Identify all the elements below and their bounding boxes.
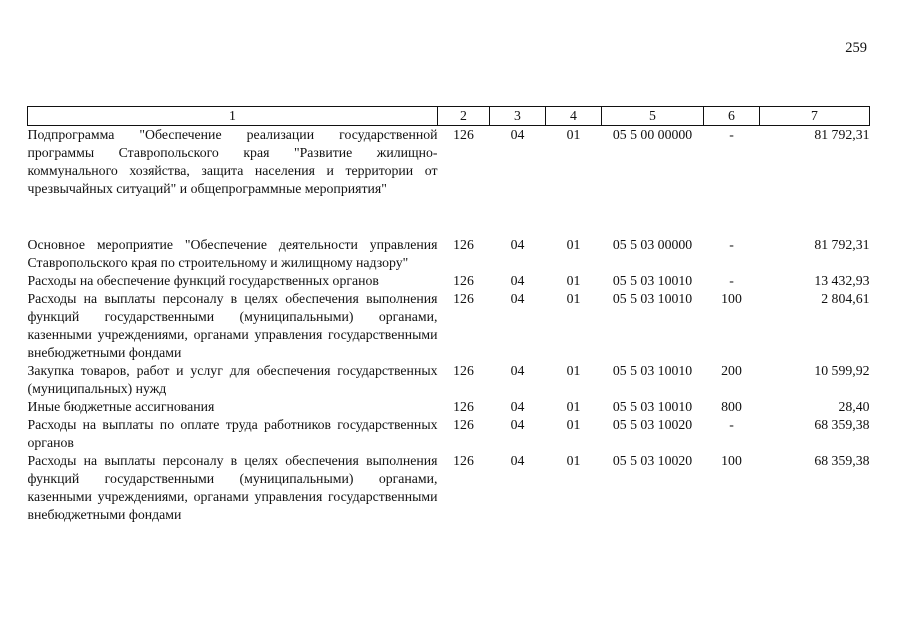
expense-name: Расходы на выплаты персоналу в целях обеспечения выполнения функций государственными (муниципальными) органами, казенными учреждениями, органами управления государственными внебюджетными фондами (27, 453, 438, 522)
amount: 68 359,38 (814, 453, 870, 468)
column-header: 2 (438, 107, 490, 126)
section-code: 04 (510, 127, 525, 142)
budget-table (27, 106, 870, 524)
amount: 2 804,61 (821, 291, 870, 306)
expense-name: Расходы на выплаты по оплате труда работников государственных органов (27, 417, 438, 450)
expense-name: Подпрограмма "Обеспечение реализации государственной программы Ставропольского края "Развитие жилищно-коммунального хозяйства, защита населения и территории от чрезвычайных ситуаций" и общепрограммные мероприятия" (27, 127, 438, 196)
target-article-code: 05 5 00 00000 (612, 127, 693, 142)
table-row (28, 416, 870, 452)
ministry-code: 126 (453, 453, 474, 468)
target-article-code: 05 5 03 10020 (612, 417, 693, 432)
table-row (28, 398, 870, 416)
expense-type-code: 800 (721, 399, 742, 414)
amount: 81 792,31 (814, 237, 870, 252)
expense-name: Расходы на обеспечение функций государственных органов (27, 273, 379, 288)
expense-type-code: 100 (721, 453, 742, 468)
expense-type-code: - (729, 237, 734, 252)
column-header: 6 (704, 107, 760, 126)
amount: 28,40 (838, 399, 870, 414)
subsection-code: 01 (566, 273, 581, 288)
ministry-code: 126 (453, 363, 474, 378)
section-code: 04 (510, 417, 525, 432)
table-row (28, 452, 870, 524)
expense-type-code: 200 (721, 363, 742, 378)
expense-type-code: 100 (721, 291, 742, 306)
subsection-code: 01 (566, 237, 581, 252)
target-article-code: 05 5 03 10020 (612, 453, 693, 468)
section-code: 04 (510, 363, 525, 378)
ministry-code: 126 (453, 399, 474, 414)
target-article-code: 05 5 03 00000 (612, 237, 693, 252)
ministry-code: 126 (453, 273, 474, 288)
expense-name: Основное мероприятие "Обеспечение деятельности управления Ставропольского края по строительному и жилищному надзору" (27, 237, 438, 270)
ministry-code: 126 (453, 237, 474, 252)
column-header: 1 (28, 107, 438, 126)
expense-type-code: - (729, 417, 734, 432)
table-row (28, 126, 870, 237)
ministry-code: 126 (453, 127, 474, 142)
column-header: 3 (490, 107, 546, 126)
column-number-header-row (28, 107, 870, 126)
target-article-code: 05 5 03 10010 (612, 291, 693, 306)
subsection-code: 01 (566, 291, 581, 306)
amount: 10 599,92 (814, 363, 870, 378)
expense-type-code: - (729, 127, 734, 142)
ministry-code: 126 (453, 291, 474, 306)
target-article-code: 05 5 03 10010 (612, 399, 693, 414)
page-number: 259 (845, 40, 867, 56)
amount: 68 359,38 (814, 417, 870, 432)
expense-type-code: - (729, 273, 734, 288)
section-code: 04 (510, 237, 525, 252)
section-code: 04 (510, 273, 525, 288)
subsection-code: 01 (566, 399, 581, 414)
subsection-code: 01 (566, 363, 581, 378)
column-header: 4 (546, 107, 602, 126)
ministry-code: 126 (453, 417, 474, 432)
amount: 81 792,31 (814, 127, 870, 142)
table-row (28, 290, 870, 362)
section-code: 04 (510, 453, 525, 468)
section-code: 04 (510, 399, 525, 414)
table-row (28, 272, 870, 290)
expense-name: Иные бюджетные ассигнования (27, 399, 215, 414)
target-article-code: 05 5 03 10010 (612, 273, 693, 288)
subsection-code: 01 (566, 453, 581, 468)
column-header: 7 (760, 107, 870, 126)
subsection-code: 01 (566, 127, 581, 142)
expense-name: Расходы на выплаты персоналу в целях обеспечения выполнения функций государственными (муниципальными) органами, казенными учреждениями, органами управления государственными внебюджетными фондами (27, 291, 438, 360)
section-code: 04 (510, 291, 525, 306)
expense-name: Закупка товаров, работ и услуг для обеспечения государственных (муниципальных) нужд (27, 363, 438, 396)
subsection-code: 01 (566, 417, 581, 432)
table-row (28, 236, 870, 272)
amount: 13 432,93 (814, 273, 870, 288)
column-header: 5 (602, 107, 704, 126)
table-row (28, 362, 870, 398)
target-article-code: 05 5 03 10010 (612, 363, 693, 378)
